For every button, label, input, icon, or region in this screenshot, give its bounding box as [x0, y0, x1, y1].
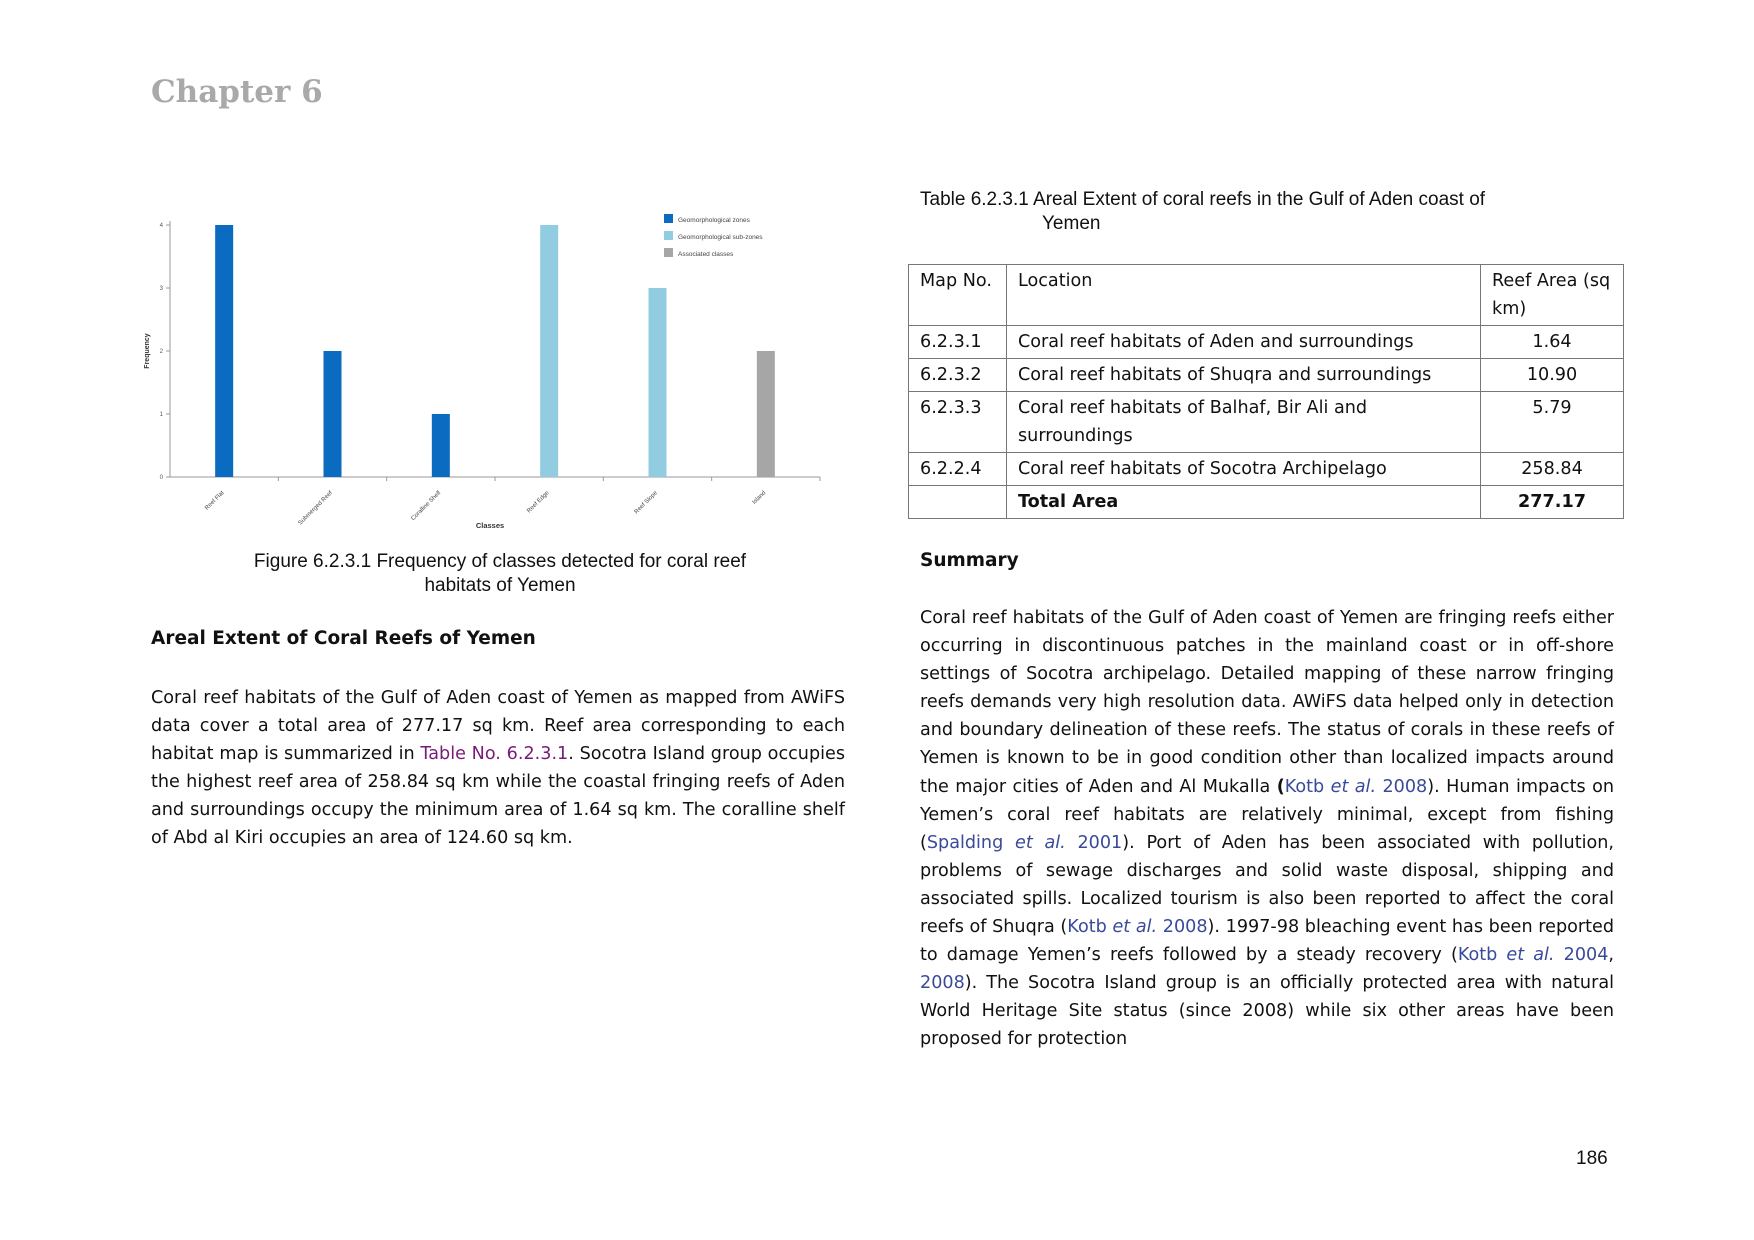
header-map-no: Map No.	[909, 265, 1007, 326]
summary-text-2: ). Human impacts on Yemen’s coral reef habitats are relatively minimal, except from fishing (	[920, 776, 1614, 853]
summary-paragraph	[920, 604, 1614, 1054]
bar	[649, 288, 667, 477]
cite-author: Kotb	[1284, 776, 1331, 797]
legend-label: Geomorphological sub-zones	[678, 234, 763, 241]
cite-etal: et al.	[1506, 945, 1555, 966]
citation-kotb-2004[interactable]	[1458, 945, 1609, 965]
header-reef-area: Reef Area (sq km)	[1481, 265, 1624, 326]
paren-open: (	[1276, 776, 1285, 797]
table-caption-line1: Table 6.2.3.1 Areal Extent of coral reefs in the Gulf of Aden coast of	[920, 189, 1486, 210]
y-tick-label: 2	[159, 349, 163, 355]
x-tick-label: Island	[751, 490, 768, 506]
location-cell: Coral reef habitats of Balhaf, Bir Ali and surroundings	[1007, 392, 1481, 453]
areal-extent-paragraph	[151, 684, 845, 853]
map-no-cell: 6.2.3.1	[909, 326, 1007, 359]
citation-kotb-2008[interactable]	[1285, 777, 1428, 797]
reef-area-cell: 258.84	[1481, 453, 1624, 486]
page-number: 186	[1576, 1148, 1608, 1169]
legend-swatch	[664, 214, 673, 223]
citation-kotb-2008-b[interactable]	[1067, 917, 1207, 937]
map-no-cell: 6.2.3.3	[909, 392, 1007, 453]
cite-separator: ,	[1608, 945, 1614, 966]
table-caption	[920, 188, 1620, 236]
y-tick-label: 3	[159, 286, 163, 292]
x-axis-label: Classes	[475, 521, 505, 530]
areal-text-2: . Socotra Island group occupies the highest reef area of 258.84 sq km while the coastal fringing reefs of Aden and surroundings occupy the minimum area of 1.64 sq km. The coralline shelf of Abd al Kiri occupies an area of 124.60 sq km.	[151, 744, 845, 849]
x-tick-label: Reef Flat	[204, 490, 226, 512]
cite-etal: et al.	[1015, 832, 1066, 853]
x-tick-label: Submerged Reef	[297, 490, 334, 527]
cite-author: Kotb	[1457, 945, 1507, 966]
y-axis-label: Frequency	[144, 333, 151, 369]
bar	[432, 414, 450, 477]
header-location: Location	[1007, 265, 1481, 326]
map-no-cell: 6.2.3.2	[909, 359, 1007, 392]
cite-year: 2004	[1554, 945, 1609, 966]
reef-area-table	[908, 264, 1624, 519]
total-empty-cell	[909, 486, 1007, 519]
table-header-row	[909, 265, 1624, 326]
frequency-chart	[130, 205, 830, 545]
x-tick-label: Reef Edge	[526, 490, 551, 515]
table-total-row	[909, 486, 1624, 519]
bar	[324, 351, 342, 477]
cite-author: Spalding	[926, 832, 1015, 853]
x-tick-label: Reef Slope	[633, 490, 659, 516]
table-cross-reference[interactable]: Table No. 6.2.3.1	[420, 744, 569, 765]
bar	[540, 225, 558, 477]
y-tick-label: 1	[159, 412, 163, 418]
cite-etal: et al.	[1330, 776, 1377, 797]
cite-etal: et al.	[1112, 917, 1158, 938]
chart-svg	[130, 205, 830, 545]
figure-caption	[220, 550, 780, 598]
map-no-cell: 6.2.2.4	[909, 453, 1007, 486]
x-tick-label: Coralline Shelf	[410, 490, 443, 523]
figure-caption-line1: Figure 6.2.3.1 Frequency of classes detected for coral reef	[253, 551, 747, 572]
summary-text-1: Coral reef habitats of the Gulf of Aden coast of Yemen are fringing reefs either occurring in discontinuous patches in the mainland coast or in off-shore settings of Socotra archipelago. Detailed mapping of these narrow fringing reefs demands very high resolution data. AWiFS data helped only in detection and boundary delineation of these reefs. The status of corals in these reefs of Yemen is known to be in good condition other than localized impacts around the major cities of Aden and Al Mukalla	[920, 608, 1614, 797]
y-tick-label: 0	[159, 475, 163, 481]
section-heading-areal-extent: Areal Extent of Coral Reefs of Yemen	[151, 628, 536, 649]
figure-caption-line2: habitats of Yemen	[424, 575, 576, 596]
table-row	[909, 359, 1624, 392]
total-value-cell: 277.17	[1481, 486, 1624, 519]
table-row	[909, 326, 1624, 359]
cite-year: 2008	[1157, 917, 1208, 938]
legend-swatch	[664, 248, 673, 257]
table-row	[909, 453, 1624, 486]
cite-year: 2008	[1376, 776, 1428, 797]
reef-area-cell: 10.90	[1481, 359, 1624, 392]
total-label-cell: Total Area	[1007, 486, 1481, 519]
y-tick-label: 4	[159, 223, 163, 229]
reef-area-cell: 5.79	[1481, 392, 1624, 453]
chapter-header: Chapter 6	[151, 74, 323, 110]
cite-year: 2001	[1065, 832, 1123, 853]
location-cell: Coral reef habitats of Aden and surroundings	[1007, 326, 1481, 359]
bar	[757, 351, 775, 477]
table-caption-line2: Yemen	[1042, 213, 1101, 234]
legend-swatch	[664, 231, 673, 240]
legend-label: Associated classes	[678, 251, 734, 258]
bar	[215, 225, 233, 477]
legend-label: Geomorphological zones	[678, 217, 750, 224]
citation-2008[interactable]: 2008	[920, 973, 965, 994]
summary-text-3: ). Port of Aden has been associated with pollution, problems of sewage discharges and solid waste disposal, shipping and associated spills. Localized tourism is also been reported to affect the coral reefs of Shuqra (	[920, 832, 1614, 938]
location-cell: Coral reef habitats of Shuqra and surroundings	[1007, 359, 1481, 392]
summary-heading: Summary	[920, 550, 1019, 571]
areal-text-1: Coral reef habitats of the Gulf of Aden coast of Yemen as mapped from AWiFS data cover a total area of 277.17 sq km. Reef area corresponding to each habitat map is summarized in	[151, 688, 845, 765]
citation-spalding-2001[interactable]	[927, 833, 1122, 853]
summary-text-4: ). 1997-98 bleaching event has been reported to damage Yemen’s reefs followed by a steady recovery (	[920, 917, 1615, 966]
summary-text-5: ). The Socotra Island group is an officially protected area with natural World Heritage Site status (since 2008) while six other areas have been proposed for protection	[920, 973, 1614, 1050]
reef-area-cell: 1.64	[1481, 326, 1624, 359]
table-row	[909, 392, 1624, 453]
cite-author: Kotb	[1067, 917, 1113, 938]
location-cell: Coral reef habitats of Socotra Archipelago	[1007, 453, 1481, 486]
